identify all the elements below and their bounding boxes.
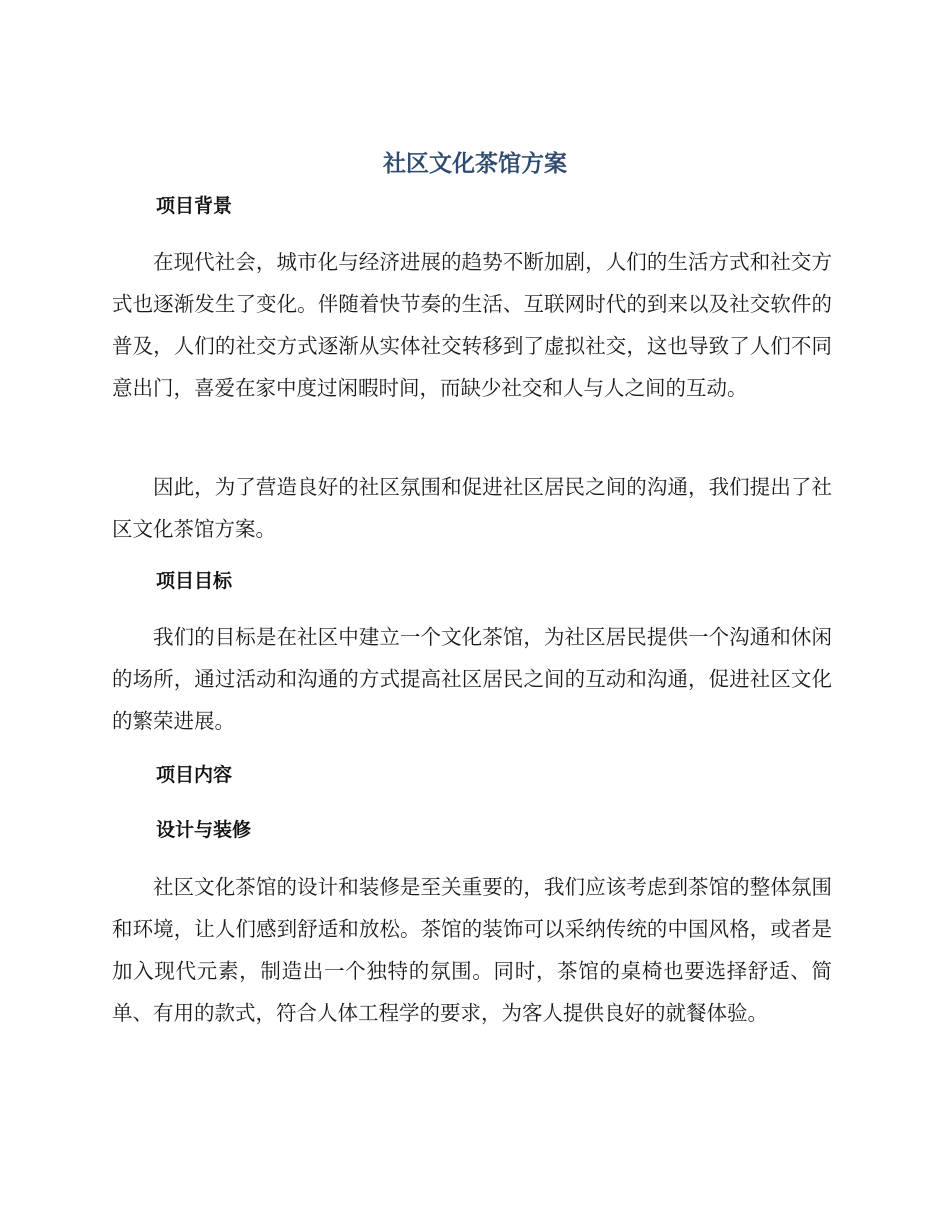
section-heading-goal: 项目目标 bbox=[156, 570, 233, 592]
paragraph-proposal: 因此，为了营造良好的社区氛围和促进社区居民之间的沟通，我们提出了社区文化茶馆方案。 bbox=[112, 475, 832, 541]
document-title: 社区文化茶馆方案 bbox=[383, 151, 567, 177]
paragraph-design: 社区文化茶馆的设计和装修是至关重要的，我们应该考虑到茶馆的整体氛围和环境，让人们感到舒适和放松。茶馆的装饰可以采纳传统的中国风格，或者是加入现代元素，制造出一个独特的氛围。同时，茶馆的桌椅也要选择舒适、简单、有用的款式，符合人体工程学的要求，为客人提供良好的就餐体验。 bbox=[112, 875, 832, 1025]
section-heading-background: 项目背景 bbox=[156, 195, 233, 217]
section-heading-design: 设计与装修 bbox=[156, 819, 252, 841]
paragraph-background: 在现代社会，城市化与经济进展的趋势不断加剧，人们的生活方式和社交方式也逐渐发生了变化。伴随着快节奏的生活、互联网时代的到来以及社交软件的普及，人们的社交方式逐渐从实体社交转移到了虚拟社交，这也导致了人们不同意出门，喜爱在家中度过闲暇时间，而缺少社交和人与人之间的互动。 bbox=[112, 250, 832, 400]
paragraph-goal: 我们的目标是在社区中建立一个文化茶馆，为社区居民提供一个沟通和休闲的场所，通过活动和沟通的方式提高社区居民之间的互动和沟通，促进社区文化的繁荣进展。 bbox=[112, 625, 832, 733]
section-heading-content: 项目内容 bbox=[156, 764, 233, 786]
